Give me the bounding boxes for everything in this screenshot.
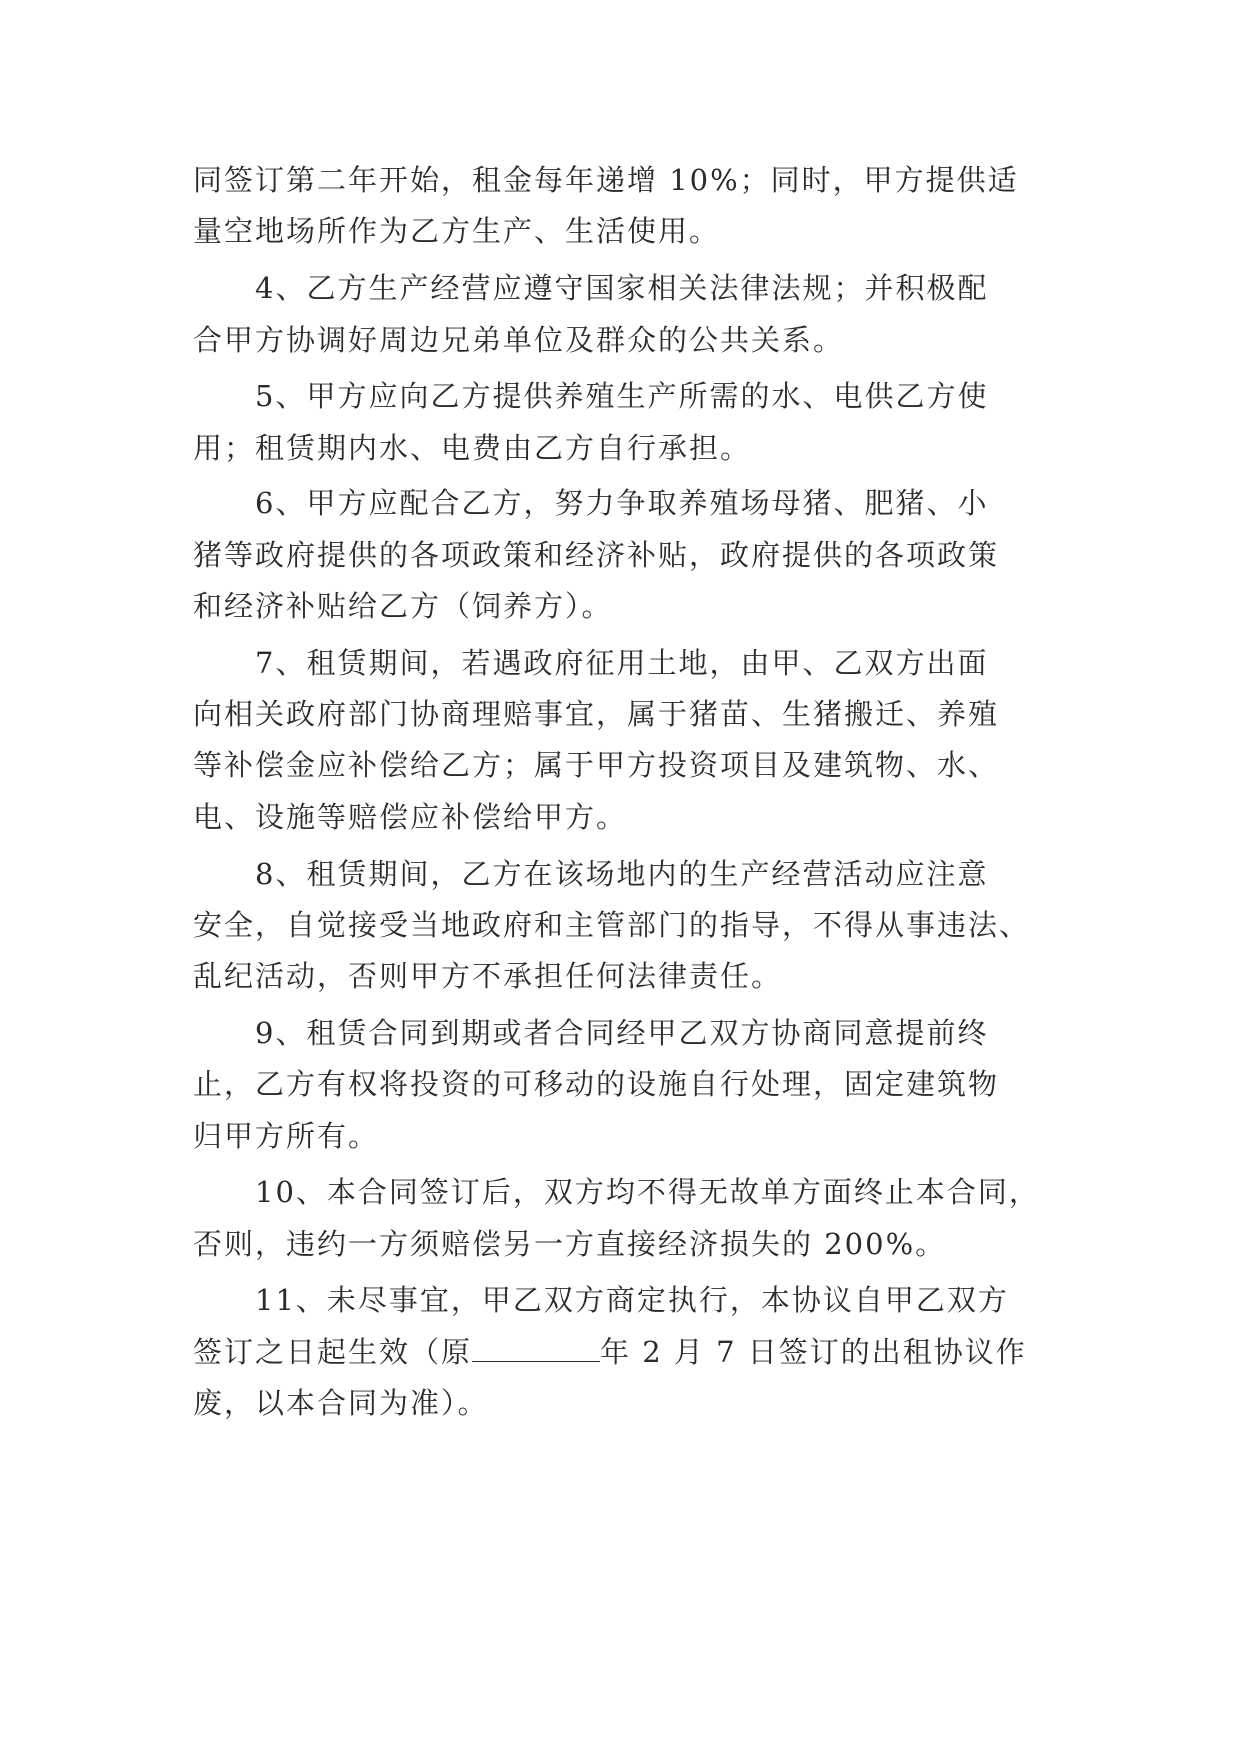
text-line: 乱纪活动，否则甲方不承担任何法律责任。: [193, 959, 783, 993]
text-line: 电、设施等赔偿应补偿给甲方。: [193, 800, 628, 834]
line-suffix: 年 2 月 7 日签订的出租协议作: [600, 1335, 1027, 1369]
line-prefix: 签订之日起生效（原: [193, 1335, 473, 1369]
text-line-with-blank: [193, 1332, 1027, 1372]
clause-4-line: 4、乙方生产经营应遵守国家相关法律法规；并积极配: [255, 271, 989, 305]
text-line: 量空地场所作为乙方生产、生活使用。: [193, 214, 721, 248]
clause-7-line: 7、租赁期间，若遇政府征用土地，由甲、乙双方出面: [255, 646, 989, 680]
clause-9-line: 9、租赁合同到期或者合同经甲乙双方协商同意提前终: [255, 1016, 989, 1050]
text-line: 用；租赁期内水、电费由乙方自行承担。: [193, 431, 752, 465]
text-line: 同签订第二年开始，租金每年递增 10%；同时，甲方提供适: [193, 163, 1019, 197]
text-line: 废，以本合同为准）。: [193, 1386, 489, 1420]
text-line: 止，乙方有权将投资的可移动的设施自行处理，固定建筑物: [193, 1067, 1000, 1101]
text-line: 合甲方协调好周边兄弟单位及群众的公共关系。: [193, 323, 845, 357]
fill-in-blank: [472, 1335, 600, 1362]
text-line: 否则，违约一方须赔偿另一方直接经济损失的 200%。: [193, 1227, 947, 1261]
clause-5-line: 5、甲方应向乙方提供养殖生产所需的水、电供乙方使: [255, 379, 989, 413]
text-line: 向相关政府部门协商理赔事宜，属于猪苗、生猪搬迁、养殖: [193, 697, 1000, 731]
text-line: 安全，自觉接受当地政府和主管部门的指导，不得从事违法、: [193, 908, 1031, 942]
text-line: 归甲方所有。: [193, 1119, 380, 1153]
text-line: 和经济补贴给乙方（饲养方）。: [193, 589, 613, 623]
clause-10-line: 10、本合同签订后，双方均不得无故单方面终止本合同，: [255, 1175, 1040, 1209]
text-line: 等补偿金应补偿给乙方；属于甲方投资项目及建筑物、水、: [193, 748, 1000, 782]
clause-8-line: 8、租赁期间，乙方在该场地内的生产经营活动应注意: [255, 857, 989, 891]
text-line: 猪等政府提供的各项政策和经济补贴，政府提供的各项政策: [193, 538, 1000, 572]
clause-11-line: 11、未尽事宜，甲乙双方商定执行，本协议自甲乙双方: [255, 1283, 1009, 1317]
clause-6-line: 6、甲方应配合乙方，努力争取养殖场母猪、肥猪、小: [255, 486, 989, 520]
